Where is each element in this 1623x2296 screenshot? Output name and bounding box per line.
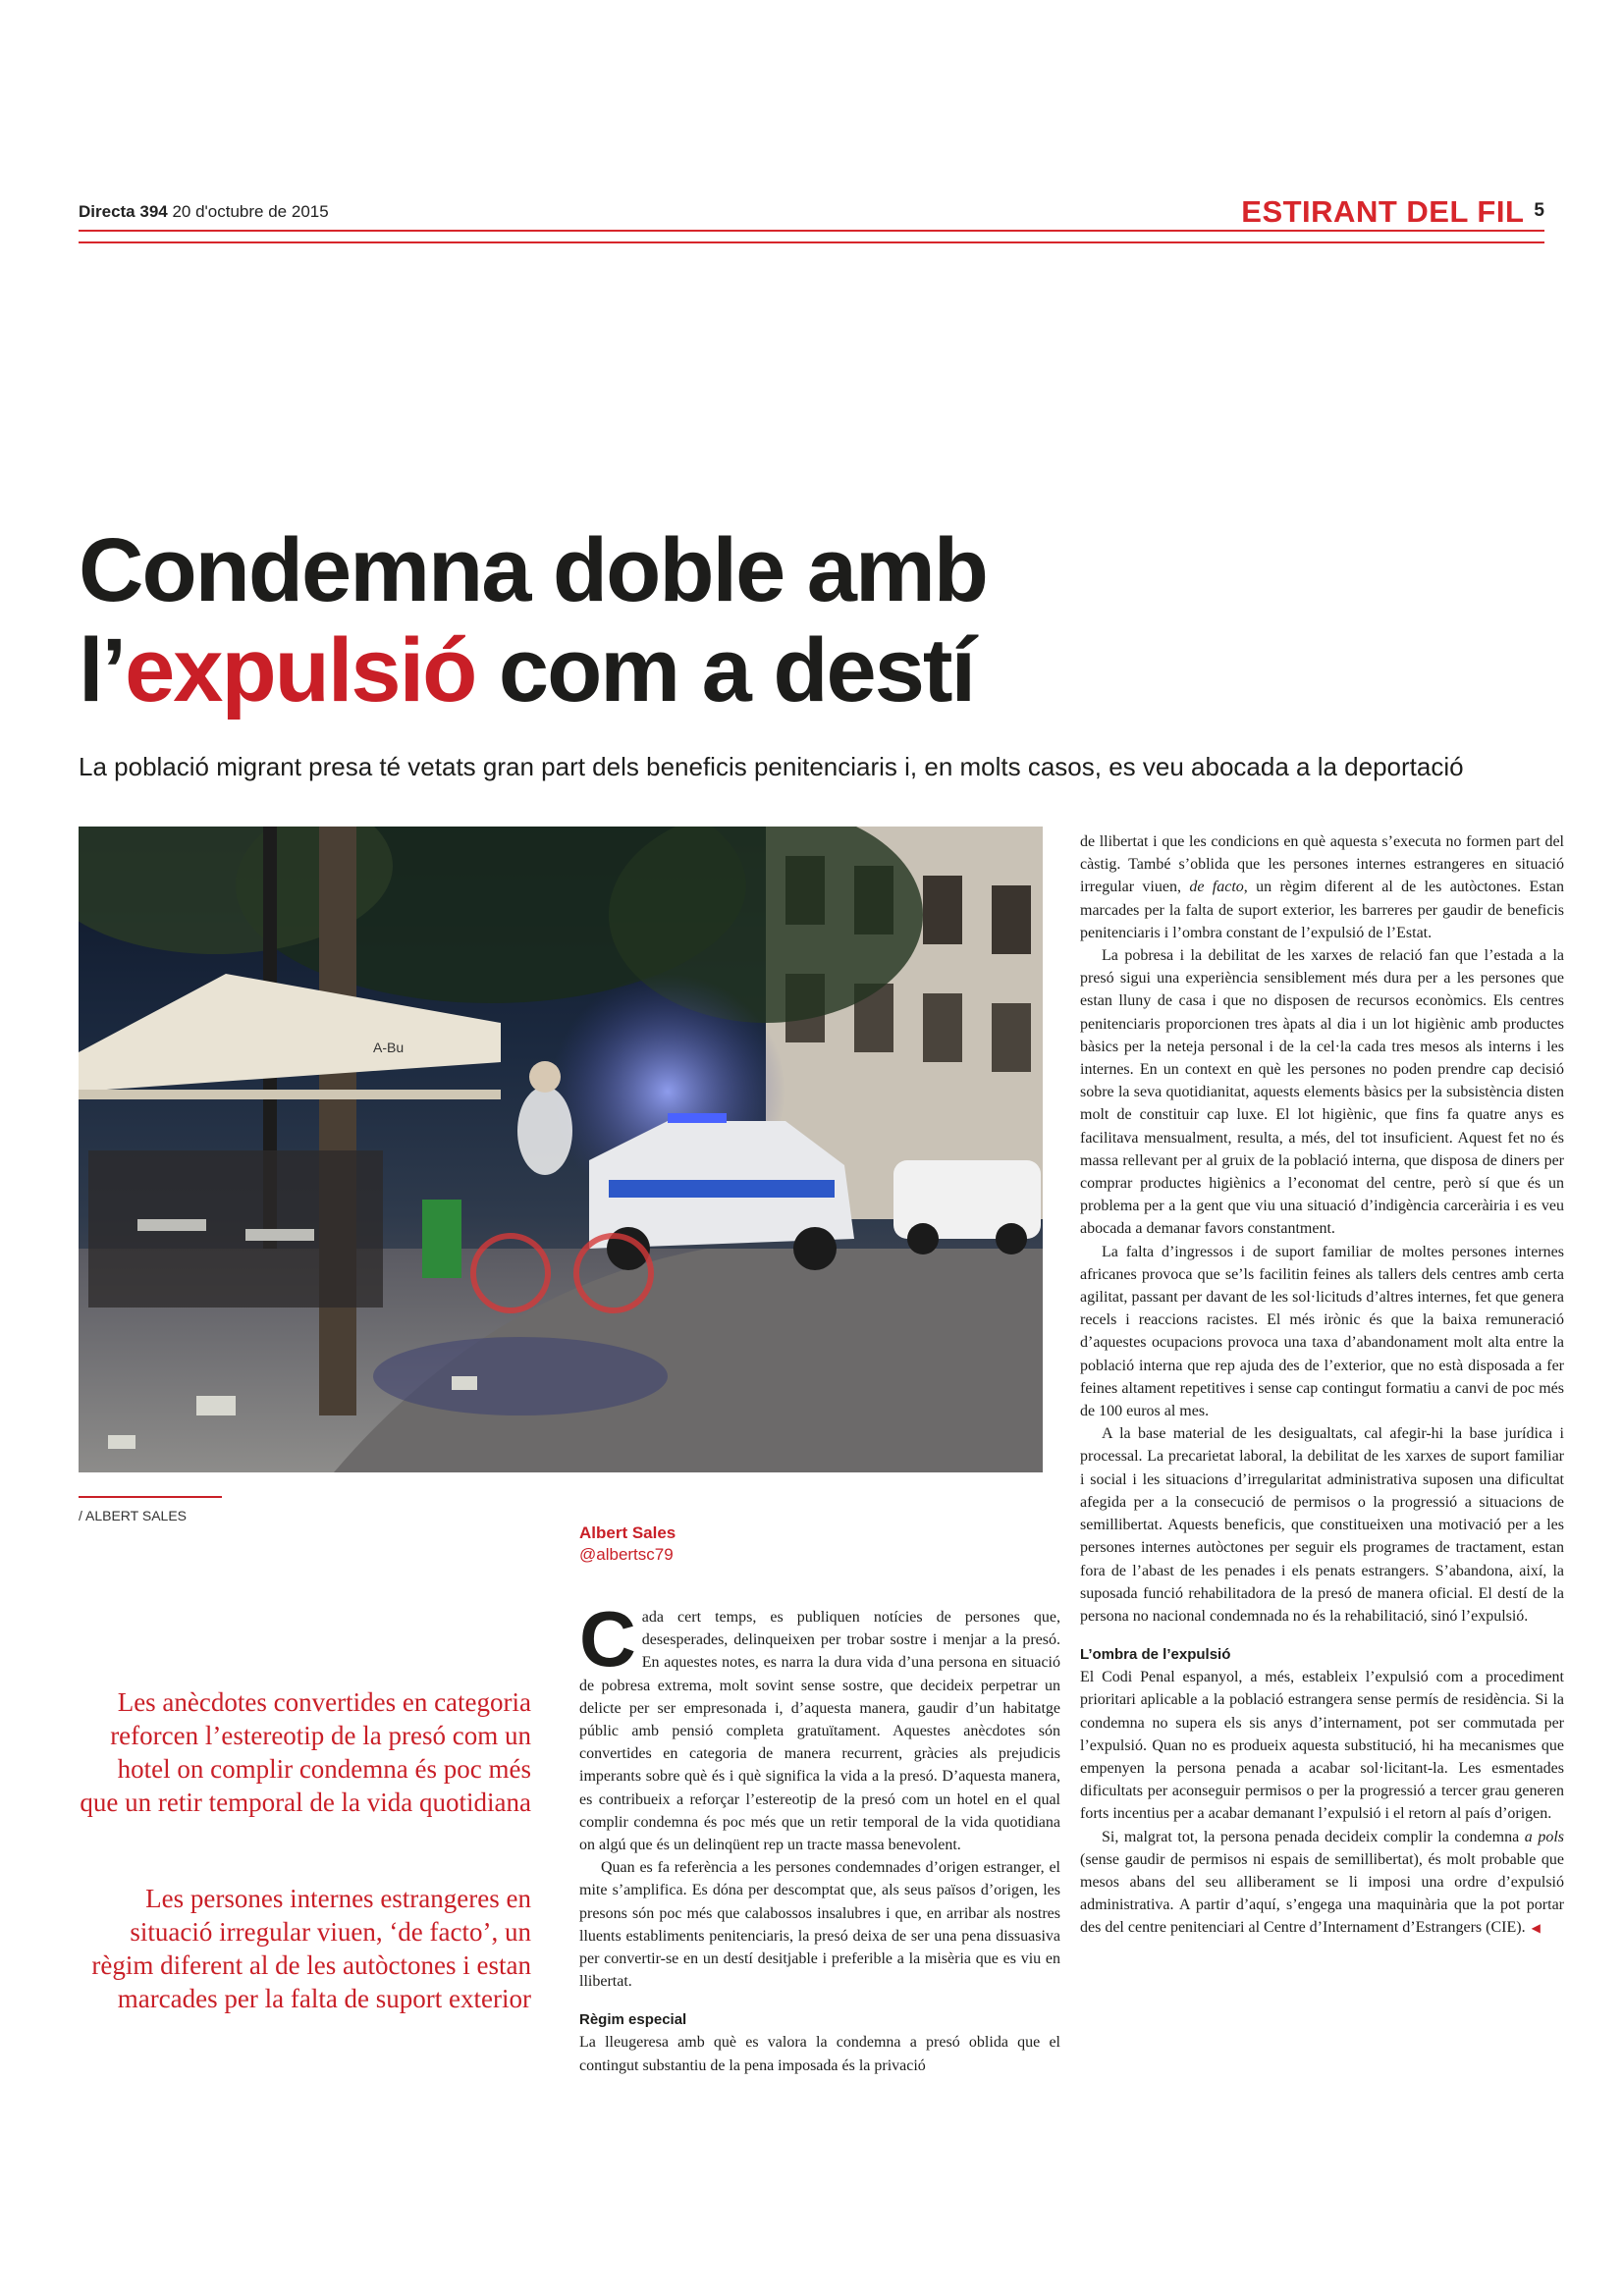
article-column-right <box>1080 830 1564 1941</box>
street-night-photo <box>79 827 1043 1472</box>
headline <box>79 520 1502 721</box>
body-paragraph: La pobresa i la debilitat de les xarxes de relació fan que l’estada a la presó sigui una experiència sensiblement més dura per a les persones que estan lluny de casa i que no disposen de recursos econòmics. Els centres penitenciaris proporcionen tres àpats al dia i un lot higiènic amb productes bàsics per la neteja personal i de la cel·la cada tres mesos als interns i les internes. En un context en què les persones no poden prendre cap decisió sobre la seva quotidianitat, aquests elements bàsics per la subsistència disten molt de constituir cap luxe. El lot higiènic, que fins fa quatre anys es facilitava mensualment, resulta, a més, del tot insuficient. Aquest fet no és massa rellevant per al gruix de la població interna, que disposa de diners per comprar productes higiènics a l’economat del centre, però sí que és un problema per a la gent que viu una situació d’indigència carceràiria i es veu abocada a demanar favors constantment. <box>1080 947 1564 1238</box>
body-paragraph: La falta d’ingressos i de suport familiar de moltes persones internes africanes provoca que se’ls facilitin feines als tallers dels centres amb certa agilitat, passant per davant de les sol·licituds d’altres internes, fet que genera recels i reaccions racistes. El més irònic és que la baixa remuneració d’aquestes ocupacions provoca una taxa d’abandonament molt alta entre la població interna que rep ajuda des de l’exterior, que no està disposada a fer feines altament repetitives i sense cap contingut formatiu a canvi de poc més de 100 euros al mes. <box>1080 1243 1564 1420</box>
photo-credit: / ALBERT SALES <box>79 1508 187 1523</box>
header-rule-top <box>79 230 1544 232</box>
photo-credit-rule <box>79 1496 222 1498</box>
header-rule-bottom <box>79 241 1544 243</box>
paragraph-text: , un règim diferent al de les autòctones. Estan marcades per la falta de suport exterior, les barreres per gaudir de beneficis penitenciaris i l’ombra constant de l’expulsió de l’Estat. <box>1080 879 1565 941</box>
body-paragraph: El Codi Penal espanyol, a més, estableix l’expulsió com a procediment prioritari aplicable a la població estrangera sense permís de residència. Si la condemna no supera els sis anys d’internament, pot ser commutada per l’expulsió. Quan no es produeix aquesta substitució, hi ha mecanismes que empenyen la persona penada a acabar sol·licitant-la. Les esmentades dificultats per aconseguir permisos o per la progressió a tercer grau generen forts incentius per a acabar demanant l’expulsió i el retorn al país d’origen. <box>1080 1669 1564 1823</box>
headline-highlight: expulsió <box>125 620 476 721</box>
paragraph-text: Si, malgrat tot, la persona penada decideix complir la condemna <box>1102 1828 1525 1845</box>
pull-quote-1: Les anècdotes convertides en categoria reforcen l’estereotip de la presó com un hotel on complir condemna és poc més que un retir temporal de la vida quotidiana <box>80 1687 531 1817</box>
body-paragraph: Quan es fa referència a les persones condemnades d’origen estranger, el mite s’amplifica. Es dóna per descomptat que, als seus països d’origen, les presons són poc més que calabossos insalubres i que, en arribar als nostres lluents establiments penitenciaris, la presó deixa de ser una pena dissuasiva per convertir-se en un destí desitjable i preferible a la misèria que es viu en llibertat. <box>579 1859 1060 1991</box>
drop-cap: C <box>579 1595 636 1682</box>
body-paragraph <box>1080 1826 1564 1941</box>
pull-quote-2: Les persones internes estrangeres en situació irregular viuen, ‘de facto’, un règim diferent al de les autòctones i estan marcades per la falta de suport exterior <box>91 1884 531 2013</box>
subheading-ombra-expulsio: L’ombra de l’expulsió <box>1080 1646 1231 1664</box>
paragraph-text: (sense gaudir de permisos ni espais de semillibertat), és molt probable que mesos abans del seu alliberament se li imposi una ordre d’expulsió administrativa. A partir d’aquí, s’engega una maquinària que la pot portar des del centre penitenciari al Centre d’Internament d’Estrangers (CIE). <box>1080 1850 1564 1937</box>
paragraph-text: de llibertat i que les condicions en què aquesta s’executa no formen part del càstig. També s’oblida que les persones internes estrangeres en situació irregular viuen, <box>1080 833 1564 896</box>
paragraph-text: ada cert temps, es publiquen notícies de persones que, desesperades, delinqueixen per trobar sostre i menjar a la presó. En aquestes notes, es narra la dura vida d’una persona en situació de pobresa extrema, molt sovint sense sostre, que decideix perpetrar un delicte per ser empresonada i, d’aquesta manera, gaudir d’un habitatge públic amb pensió completa gratuïtament. Aquestes anècdotes són convertides en categoria de manera recurrent, gràcies als prejudicis imperants sobre què és i què significa la vida a la presó. D’aquesta manera, es contribueix a reforçar l’estereotip de la presó com un hotel en el qual complir condemna és poc més que un retir temporal de la vida quotidiana on algú que és un delinqüent rep un tracte massa benevolent. <box>579 1609 1060 1854</box>
end-of-article-icon: ◀ <box>1531 1921 1541 1936</box>
section-title: ESTIRANT DEL FIL <box>1241 194 1525 229</box>
publication-name: Directa 394 <box>79 202 168 221</box>
standfirst: La població migrant presa té vetats gran part dels beneficis penitenciaris i, en molts casos, es veu abocada a la deportació <box>79 752 1464 781</box>
italic-text: de facto <box>1189 879 1244 896</box>
body-paragraph: A la base material de les desigualtats, cal afegir-hi la base jurídica i processal. La precarietat laboral, la debilitat de les xarxes de suport familiar i social i les situacions d’irregularitat administrativa suposen una dificultat afegida per a la consecució de permisos o la progressió a situacions de semillibertat. Aquests beneficis, que constitueixen una motivació per a les persones internes autòctones per seguir els programes de tractament, estan fora de l’abast de les penades i els penats estrangers. S’abandona, així, la suposada funció rehabilitadora de la presó de manera oficial. El destí de la persona no nacional condemnada no és la rehabilitació, sinó l’expulsió. <box>1080 1425 1564 1625</box>
page-number: 5 <box>1534 200 1544 221</box>
body-paragraph: La lleugeresa amb què es valora la condemna a presó oblida que el contingut substantiu de la pena imposada és la privació <box>579 2034 1060 2074</box>
article-column-middle <box>579 1595 1060 2077</box>
body-paragraph <box>1080 830 1564 944</box>
italic-text: a pols <box>1524 1828 1564 1845</box>
author-handle[interactable]: @albertsc79 <box>579 1545 674 1564</box>
subheading-regim-especial: Règim especial <box>579 2011 687 2029</box>
headline-line1: Condemna doble amb <box>79 520 987 620</box>
body-paragraph <box>579 1595 1060 1856</box>
photo-illustration <box>79 827 1043 1472</box>
umbrella-sign: A-Bu <box>373 1040 405 1055</box>
author-name: Albert Sales <box>579 1523 676 1542</box>
publication-date: 20 d'octubre de 2015 <box>172 202 329 221</box>
headline-suffix: com a destí <box>475 620 975 721</box>
section-header <box>1241 194 1544 230</box>
headline-prefix: l’ <box>79 620 126 721</box>
publication-info <box>79 202 329 222</box>
